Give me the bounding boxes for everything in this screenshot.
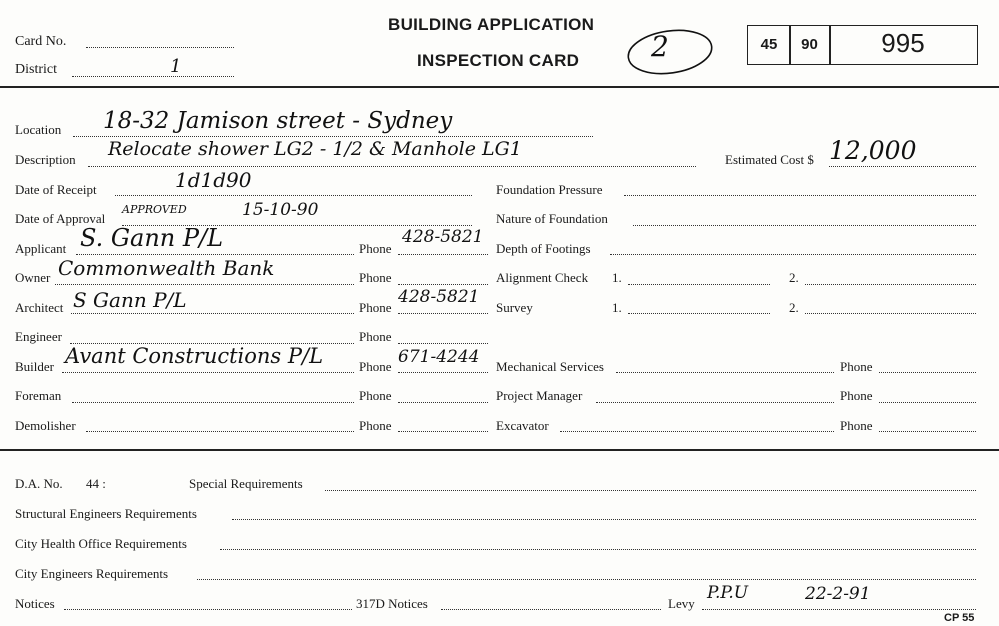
estimated-cost-value[interactable]: 12,000 (829, 136, 917, 165)
city-engineers-requirements-label: City Engineers Requirements (15, 566, 169, 581)
excavator-phone-line[interactable] (879, 431, 976, 432)
description-value[interactable]: Relocate shower LG2 - 1/2 & Manhole LG1 (108, 138, 522, 160)
district-line[interactable] (72, 76, 234, 77)
health-requirements-label: City Health Office Requirements (15, 536, 187, 551)
date-of-receipt-label: Date of Receipt (15, 182, 97, 197)
architect-phone-label: Phone (359, 300, 392, 315)
description-line (88, 166, 696, 167)
district-value[interactable]: 1 (170, 56, 182, 77)
builder-label: Builder (15, 359, 54, 374)
foreman-label: Foreman (15, 388, 62, 403)
architect-phone-line (398, 313, 488, 314)
architect-label: Architect (15, 300, 64, 315)
alignment-check-1-line[interactable] (628, 284, 770, 285)
estimated-cost-line (829, 166, 976, 167)
demolisher-phone-line[interactable] (398, 431, 488, 432)
owner-value[interactable]: Commonwealth Bank (58, 256, 275, 280)
title-line-1: BUILDING APPLICATION (388, 15, 595, 34)
builder-phone-label: Phone (359, 359, 392, 374)
project-manager-line[interactable] (596, 402, 834, 403)
mechanical-services-phone-label: Phone (840, 359, 873, 374)
notices-label: Notices (15, 596, 55, 611)
applicant-value[interactable]: S. Gann P/L (80, 224, 224, 252)
foreman-line[interactable] (72, 402, 354, 403)
card-no-line[interactable] (86, 47, 234, 48)
architect-phone-value[interactable]: 428-5821 (398, 287, 480, 307)
applicant-phone-value[interactable]: 428-5821 (402, 227, 484, 247)
levy-line (702, 609, 976, 610)
date-of-approval-value[interactable]: 15-10-90 (242, 200, 319, 220)
special-requirements-label: Special Requirements (189, 476, 303, 491)
district-label: District (15, 62, 57, 77)
ref-box-cell-3: 995 (881, 28, 925, 58)
levy-value[interactable]: P.P.U (707, 583, 749, 603)
owner-label: Owner (15, 270, 51, 285)
demolisher-label: Demolisher (15, 418, 76, 433)
foreman-phone-line[interactable] (398, 402, 488, 403)
owner-phone-line[interactable] (398, 284, 488, 285)
levy-date[interactable]: 22-2-91 (805, 584, 871, 604)
notices-line[interactable] (64, 609, 352, 610)
excavator-phone-label: Phone (840, 418, 873, 433)
notices-317d-label: 317D Notices (356, 596, 428, 611)
applicant-phone-label: Phone (359, 241, 392, 256)
structural-requirements-label: Structural Engineers Requirements (15, 506, 197, 521)
applicant-line (76, 254, 354, 255)
levy-label: Levy (668, 596, 695, 611)
excavator-label: Excavator (496, 418, 549, 433)
location-line (73, 136, 593, 137)
depth-of-footings-line[interactable] (610, 254, 976, 255)
location-value[interactable]: 18-32 Jamison street - Sydney (103, 108, 453, 134)
foundation-pressure-line[interactable] (624, 195, 976, 196)
card-no-label: Card No. (15, 34, 67, 49)
nature-of-foundation-line[interactable] (633, 225, 976, 226)
survey-2-line[interactable] (805, 313, 976, 314)
form-code: CP 55 (944, 612, 975, 624)
alignment-check-2-line[interactable] (805, 284, 976, 285)
ref-box-cell-2: 90 (801, 36, 818, 53)
city-engineers-requirements-line[interactable] (197, 579, 976, 580)
special-requirements-line[interactable] (325, 490, 976, 491)
mechanical-services-line[interactable] (616, 372, 834, 373)
date-of-approval-label: Date of Approval (15, 211, 106, 226)
survey-label: Survey (496, 300, 533, 315)
alignment-check-label: Alignment Check (496, 270, 589, 285)
date-of-receipt-line (115, 195, 472, 196)
engineer-phone-label: Phone (359, 329, 392, 344)
survey-1-label: 1. (612, 300, 622, 315)
location-label: Location (15, 122, 62, 137)
architect-value[interactable]: S Gann P/L (73, 288, 187, 312)
date-of-approval-stamp: APPROVED (122, 203, 187, 216)
project-manager-phone-line[interactable] (879, 402, 976, 403)
foundation-pressure-label: Foundation Pressure (496, 182, 603, 197)
notices-317d-line[interactable] (441, 609, 661, 610)
estimated-cost-label: Estimated Cost $ (725, 152, 814, 167)
excavator-line[interactable] (560, 431, 834, 432)
project-manager-phone-label: Phone (840, 388, 873, 403)
engineer-phone-line[interactable] (398, 343, 488, 344)
da-no-label: D.A. No. (15, 476, 63, 491)
builder-phone-value[interactable]: 671-4244 (398, 347, 480, 367)
mechanical-services-label: Mechanical Services (496, 359, 604, 374)
builder-line (62, 372, 354, 373)
description-label: Description (15, 152, 76, 167)
date-of-receipt-value[interactable]: 1d1d90 (175, 168, 252, 192)
owner-phone-label: Phone (359, 270, 392, 285)
structural-requirements-line[interactable] (232, 519, 976, 520)
requirements-divider (0, 449, 999, 451)
mechanical-services-phone-line[interactable] (879, 372, 976, 373)
builder-value[interactable]: Avant Constructions P/L (65, 344, 324, 368)
engineer-label: Engineer (15, 329, 62, 344)
health-requirements-line[interactable] (220, 549, 976, 550)
applicant-label: Applicant (15, 241, 67, 256)
da-no-value: 44 : (86, 476, 106, 491)
foreman-phone-label: Phone (359, 388, 392, 403)
alignment-check-2-label: 2. (789, 270, 799, 285)
title-line-2: INSPECTION CARD (417, 51, 580, 70)
header-divider (0, 86, 999, 88)
project-manager-label: Project Manager (496, 388, 583, 403)
circled-number-mark (624, 26, 716, 78)
owner-line (55, 284, 354, 285)
alignment-check-1-label: 1. (612, 270, 622, 285)
nature-of-foundation-label: Nature of Foundation (496, 211, 608, 226)
survey-1-line[interactable] (628, 313, 770, 314)
circled-number: 2 (651, 30, 669, 63)
builder-phone-line (398, 372, 488, 373)
depth-of-footings-label: Depth of Footings (496, 241, 591, 256)
ref-box-cell-1: 45 (760, 36, 778, 53)
demolisher-line[interactable] (86, 431, 354, 432)
applicant-phone-line (398, 254, 488, 255)
architect-line (71, 313, 354, 314)
survey-2-label: 2. (789, 300, 799, 315)
demolisher-phone-label: Phone (359, 418, 392, 433)
